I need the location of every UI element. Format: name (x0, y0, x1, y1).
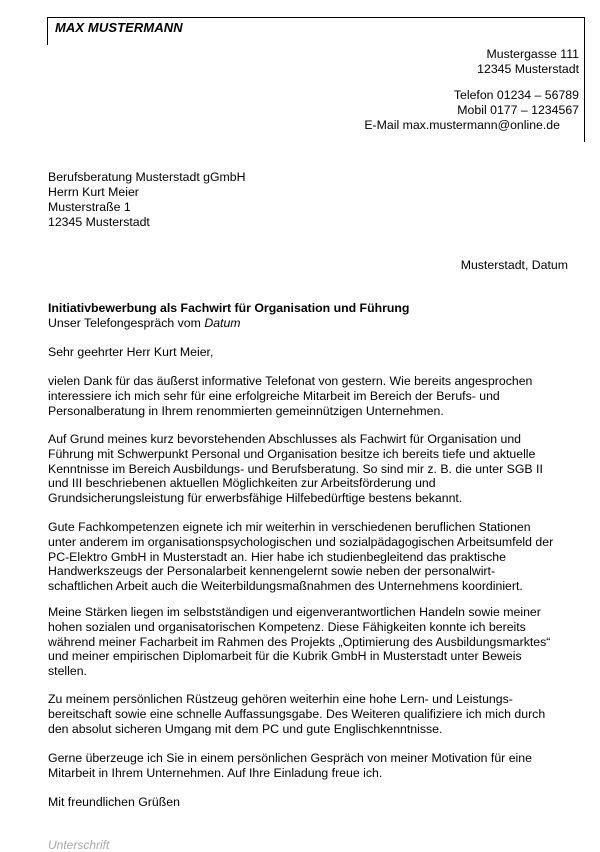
header-rule-left (47, 17, 48, 45)
paragraph-line: Handwerkszeugs der Personalarbeit kennengelernt sowie neben der personalwirt- (48, 564, 496, 579)
sender-phone: Telefon 01234 – 56789 (453, 88, 579, 102)
body-paragraph (48, 374, 578, 418)
sender-email-block (364, 118, 560, 133)
paragraph-line: Mitarbeit in Ihrem Unternehmen. Auf Ihre Einladung freue ich. (48, 765, 383, 780)
paragraph-line: Gute Fachkompetenzen eignete ich mir weiterhin in verschiedenen beruflichen Stationen (48, 520, 531, 534)
closing: Mit freundlichen Grüßen (48, 795, 180, 809)
paragraph-line: unter anderem im organisationspsychologischen und sozialpädagogischen Arbeitsumfeld der (48, 534, 554, 549)
recipient-line: 12345 Musterstadt (48, 215, 150, 229)
subject-reference (48, 316, 409, 331)
paragraph-line: Meine Stärken liegen im selbstständigen und eigenverantwortlichen Handeln sowie meiner (48, 605, 541, 619)
sender-address (477, 47, 579, 77)
paragraph-line: Führung mit Schwerpunkt Personal und Organisation besitze ich bereits tiefe und aktuelle (48, 446, 536, 461)
header-rule-right (584, 17, 585, 142)
place-date: Musterstadt, Datum (460, 258, 568, 272)
paragraph-line: und meiner empirischen Diplomarbeit für die Kubrik GmbH in Musterstadt unter Beweis (48, 649, 522, 664)
body-paragraph (48, 751, 578, 781)
header-rule-top (47, 17, 585, 18)
subject-block (48, 301, 409, 331)
subject-reference-text: Unser Telefongespräch vom (48, 316, 205, 330)
recipient-address (48, 170, 246, 230)
paragraph-line: stellen. (48, 664, 87, 679)
paragraph-line: Kenntnisse im Bereich Ausbildungs- und Berufsberatung. So sind mir z. B. die unter SGB II (48, 461, 543, 476)
body-paragraph (48, 692, 578, 736)
paragraph-line: interessiere ich mich sehr für eine erfolgreiche Mitarbeit im Bereich der Berufs- und (48, 388, 500, 403)
sender-street: Mustergasse 111 (486, 47, 579, 61)
sender-contact (454, 88, 579, 118)
salutation: Sehr geehrter Herr Kurt Meier, (48, 345, 214, 359)
recipient-line: Musterstraße 1 (48, 200, 131, 214)
paragraph-line: PC-Elektro GmbH in Musterstadt an. Hier habe ich studienbegleitend das praktische (48, 549, 506, 564)
paragraph-line: Personalberatung in Ihrem renommierten gemeinnützigen Unternehmen. (48, 403, 444, 418)
signature-placeholder: Unterschrift (48, 838, 110, 852)
recipient-line: Herrn Kurt Meier (48, 185, 139, 199)
paragraph-line: den absolut sicheren Umgang mit dem PC und gute Englischkenntnisse. (48, 721, 443, 736)
sender-mobile: Mobil 0177 – 1234567 (457, 103, 579, 117)
paragraph-line: und III beschriebenen aktuellen Möglichkeiten zur Arbeitsförderung und (48, 476, 436, 491)
subject-reference-date: Datum (204, 316, 241, 330)
subject-title: Initiativbewerbung als Fachwirt für Organisation und Führung (48, 301, 410, 315)
recipient-line: Berufsberatung Musterstadt gGmbH (48, 170, 246, 184)
paragraph-line: Gerne überzeuge ich Sie in einem persönlichen Gespräch von meiner Motivation für eine (48, 751, 532, 765)
paragraph-line: während meiner Facharbeit im Rahmen des Projekts „Optimierung des Ausbildungsmarktes“ (48, 634, 551, 649)
paragraph-line: schaftlichen Arbeit auch die Weiterbildungsmaßnahmen des Unternehmens koordiniert. (48, 579, 523, 594)
paragraph-line: Grundsicherungsleistung für erwerbsfähige Hilfebedürftige bestens bekannt. (48, 491, 463, 506)
paragraph-line: bereitschaft sowie eine schnelle Auffassungsgabe. Des Weiteren qualifiziere ich mich durch (48, 706, 546, 721)
paragraph-line: Auf Grund meines kurz bevorstehenden Abschlusses als Fachwirt für Organisation und (48, 432, 521, 446)
sender-city: 12345 Musterstadt (477, 62, 579, 76)
body-paragraph (48, 432, 578, 506)
body-paragraph (48, 520, 578, 594)
body-paragraph (48, 605, 578, 679)
paragraph-line: hohen sozialen und organisatorischen Kompetenz. Diese Fähigkeiten konnte ich bereits (48, 619, 526, 634)
sender-email: E-Mail max.mustermann@online.de (364, 118, 560, 132)
paragraph-line: Zu meinem persönlichen Rüstzeug gehören weiterhin eine hohe Lern- und Leistungs- (48, 692, 513, 706)
paragraph-line: vielen Dank für das äußerst informative Telefonat von gestern. Wie bereits angesprochen (48, 374, 533, 388)
sender-name: MAX MUSTERMANN (55, 20, 183, 35)
